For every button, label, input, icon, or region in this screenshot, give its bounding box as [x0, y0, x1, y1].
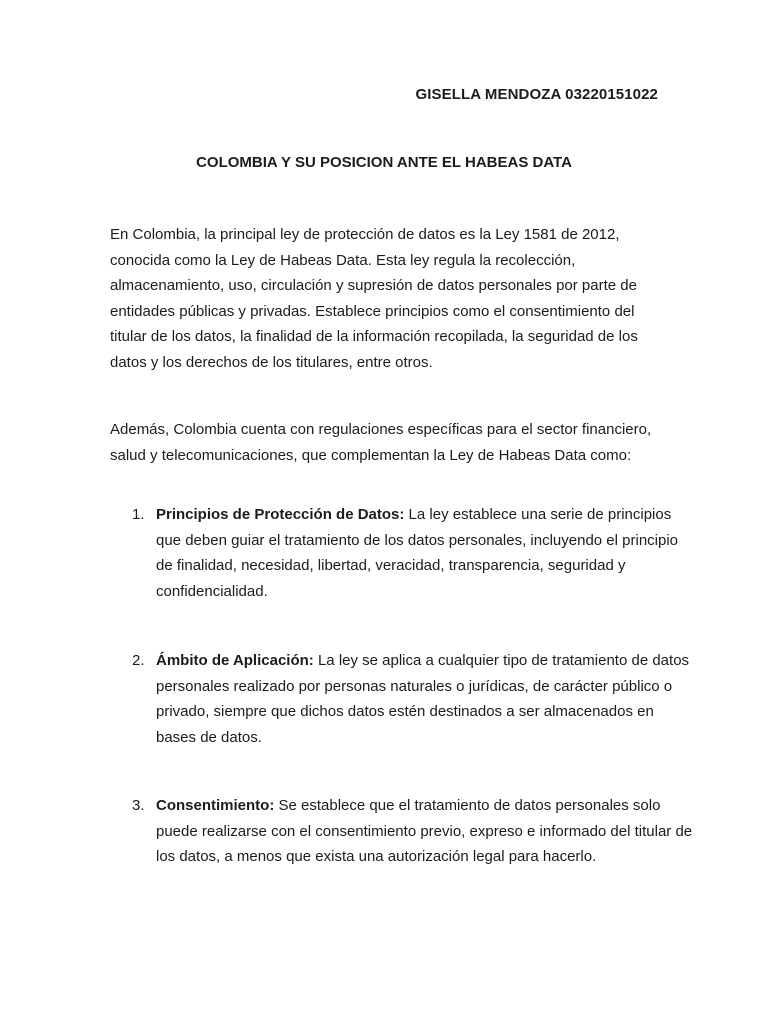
list-item-term: Ámbito de Aplicación:: [156, 652, 314, 669]
list-item-number: 2.: [132, 652, 145, 669]
list-item: [110, 502, 694, 604]
list-item-text: Se establece que el tratamiento de datos personales solo puede realizarse con el consentimiento previo, expreso e informado del titular de los datos, a menos que exista una autorización legal para hacerlo.: [156, 797, 693, 866]
list-item-text: La ley establece una serie de principios que deben guiar el tratamiento de los datos personales, incluyendo el principio de finalidad, necesidad, libertad, veracidad, transparencia, seguridad y confidencialidad.: [156, 506, 679, 600]
document-title: COLOMBIA Y SU POSICION ANTE EL HABEAS DATA: [196, 154, 572, 171]
list-item: [110, 648, 694, 750]
intro-paragraph: En Colombia, la principal ley de protección de datos es la Ley 1581 de 2012, conocida como la Ley de Habeas Data. Esta ley regula la recolección, almacenamiento, uso, circulación y supresión de datos personales por parte de entidades públicas y privadas. Establece principios como el consentimiento del titular de los datos, la finalidad de la información recopilada, la seguridad de los datos y los derechos de los titulares, entre otros.: [110, 226, 638, 371]
list-item-number: 3.: [132, 797, 145, 814]
list-item-term: Consentimiento:: [156, 797, 275, 814]
regulations-paragraph: Además, Colombia cuenta con regulaciones específicas para el sector financiero, salud y telecomunicaciones, que complementan la Ley de Habeas Data como:: [110, 421, 652, 464]
list-item-text: La ley se aplica a cualquier tipo de tratamiento de datos personales realizado por personas naturales o jurídicas, de carácter público o privado, siempre que dichos datos estén destinados a ser almacenados en bases de datos.: [156, 652, 690, 746]
author-line: GISELLA MENDOZA 03220151022: [415, 86, 658, 103]
list-item-term: Principios de Protección de Datos:: [156, 506, 405, 523]
list-item-number: 1.: [132, 506, 145, 523]
list-item: [110, 793, 694, 870]
